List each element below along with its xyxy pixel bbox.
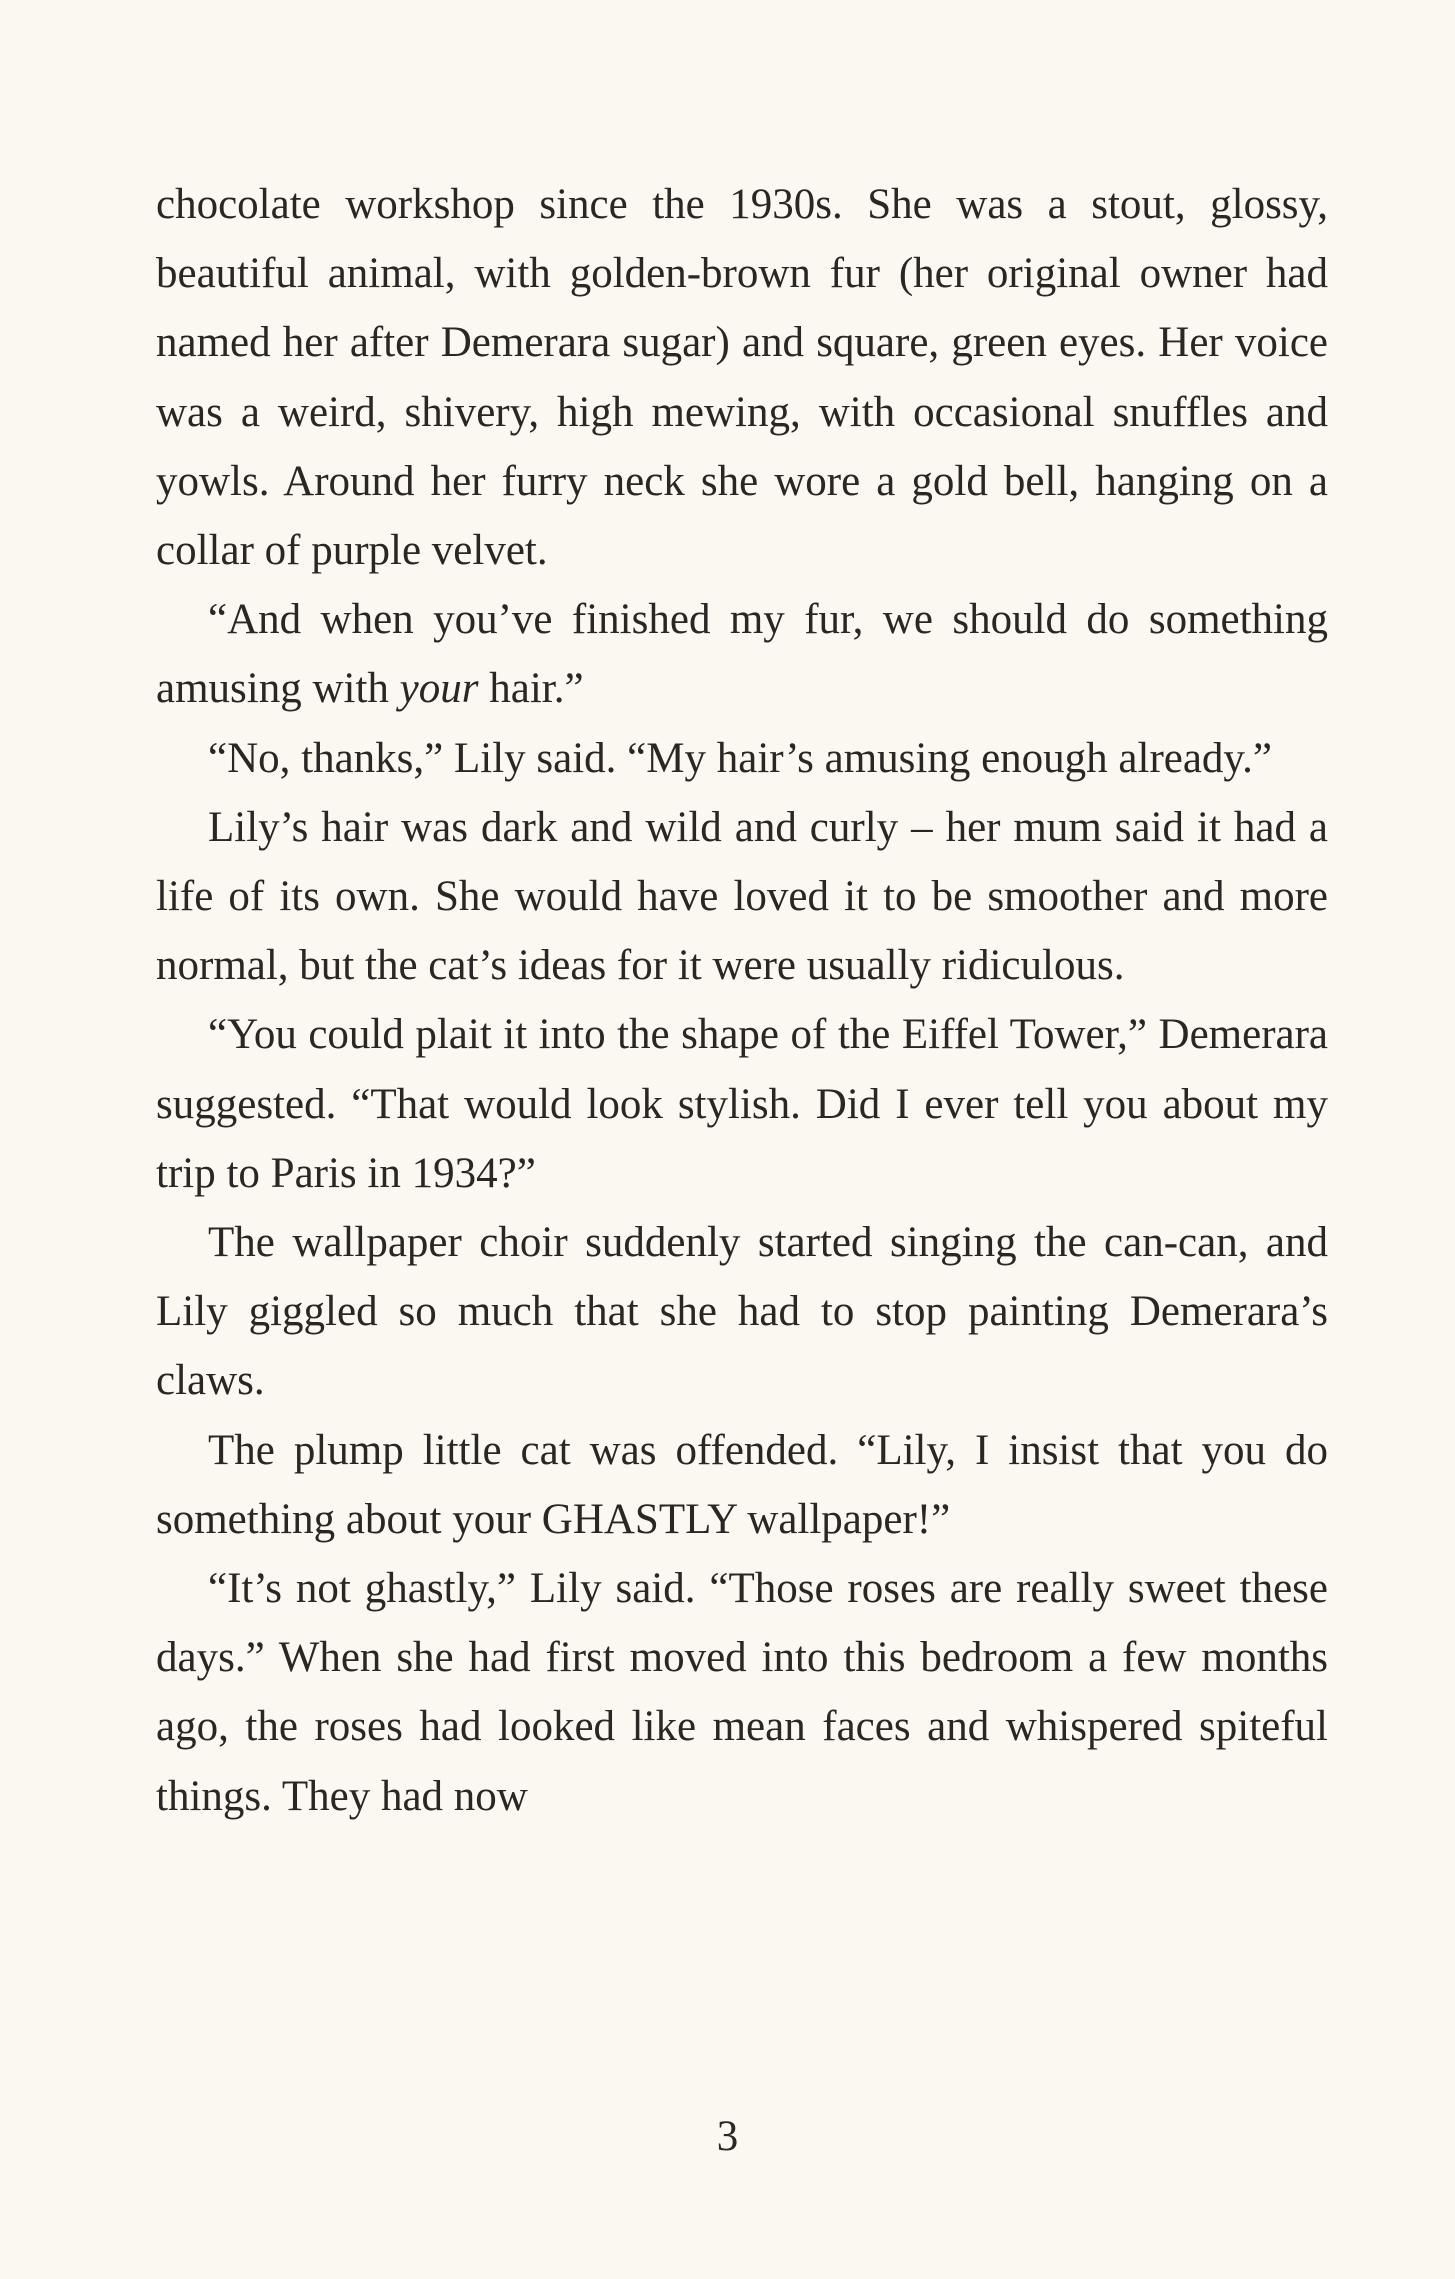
text-segment: The plump little cat was offended. “Lily, I insist that you do something about your GHASTLY wallpaper!” <box>156 1426 1328 1543</box>
paragraph <box>156 724 1328 793</box>
paragraph <box>156 170 1328 585</box>
page-number: 3 <box>716 2113 739 2160</box>
text-segment: The wallpaper choir suddenly started singing the can-can, and Lily giggled so much that she had to stop painting Demerara’s claws. <box>156 1219 1328 1405</box>
text-segment: “It’s not ghastly,” Lily said. “Those roses are really sweet these days.” When she had first moved into this bedroom a few months ago, the roses had looked like mean faces and whispered spiteful things. They had now <box>156 1565 1328 1820</box>
body-text <box>156 170 1328 1831</box>
italic-text: your <box>399 665 479 713</box>
text-segment: chocolate workshop since the 1930s. She was a stout, glossy, beautiful animal, with golden-brown fur (her original owner had named her after Demerara sugar) and square, green eyes. Her voice was a weird, shivery, high mewing, with occasional snuffles and yowls. Around her furry neck she wore a gold bell, hanging on a collar of purple velvet. <box>156 181 1328 575</box>
text-segment: hair.” <box>478 665 584 713</box>
paragraph <box>156 793 1328 1001</box>
paragraph <box>156 1416 1328 1554</box>
text-segment: “And when you’ve finished my fur, we should do something amusing with <box>156 596 1328 713</box>
paragraph <box>156 1000 1328 1208</box>
text-segment: “You could plait it into the shape of the Eiffel Tower,” Demerara suggested. “That would look stylish. Did I ever tell you about my trip to Paris in 1934?” <box>156 1011 1328 1197</box>
paragraph <box>156 1208 1328 1416</box>
paragraph <box>156 585 1328 723</box>
paragraph <box>156 1554 1328 1831</box>
text-segment: Lily’s hair was dark and wild and curly – her mum said it had a life of its own. She would have loved it to be smoother and more normal, but the cat’s ideas for it were usually ridiculous. <box>156 803 1328 990</box>
text-segment: “No, thanks,” Lily said. “My hair’s amusing enough already.” <box>208 734 1272 782</box>
